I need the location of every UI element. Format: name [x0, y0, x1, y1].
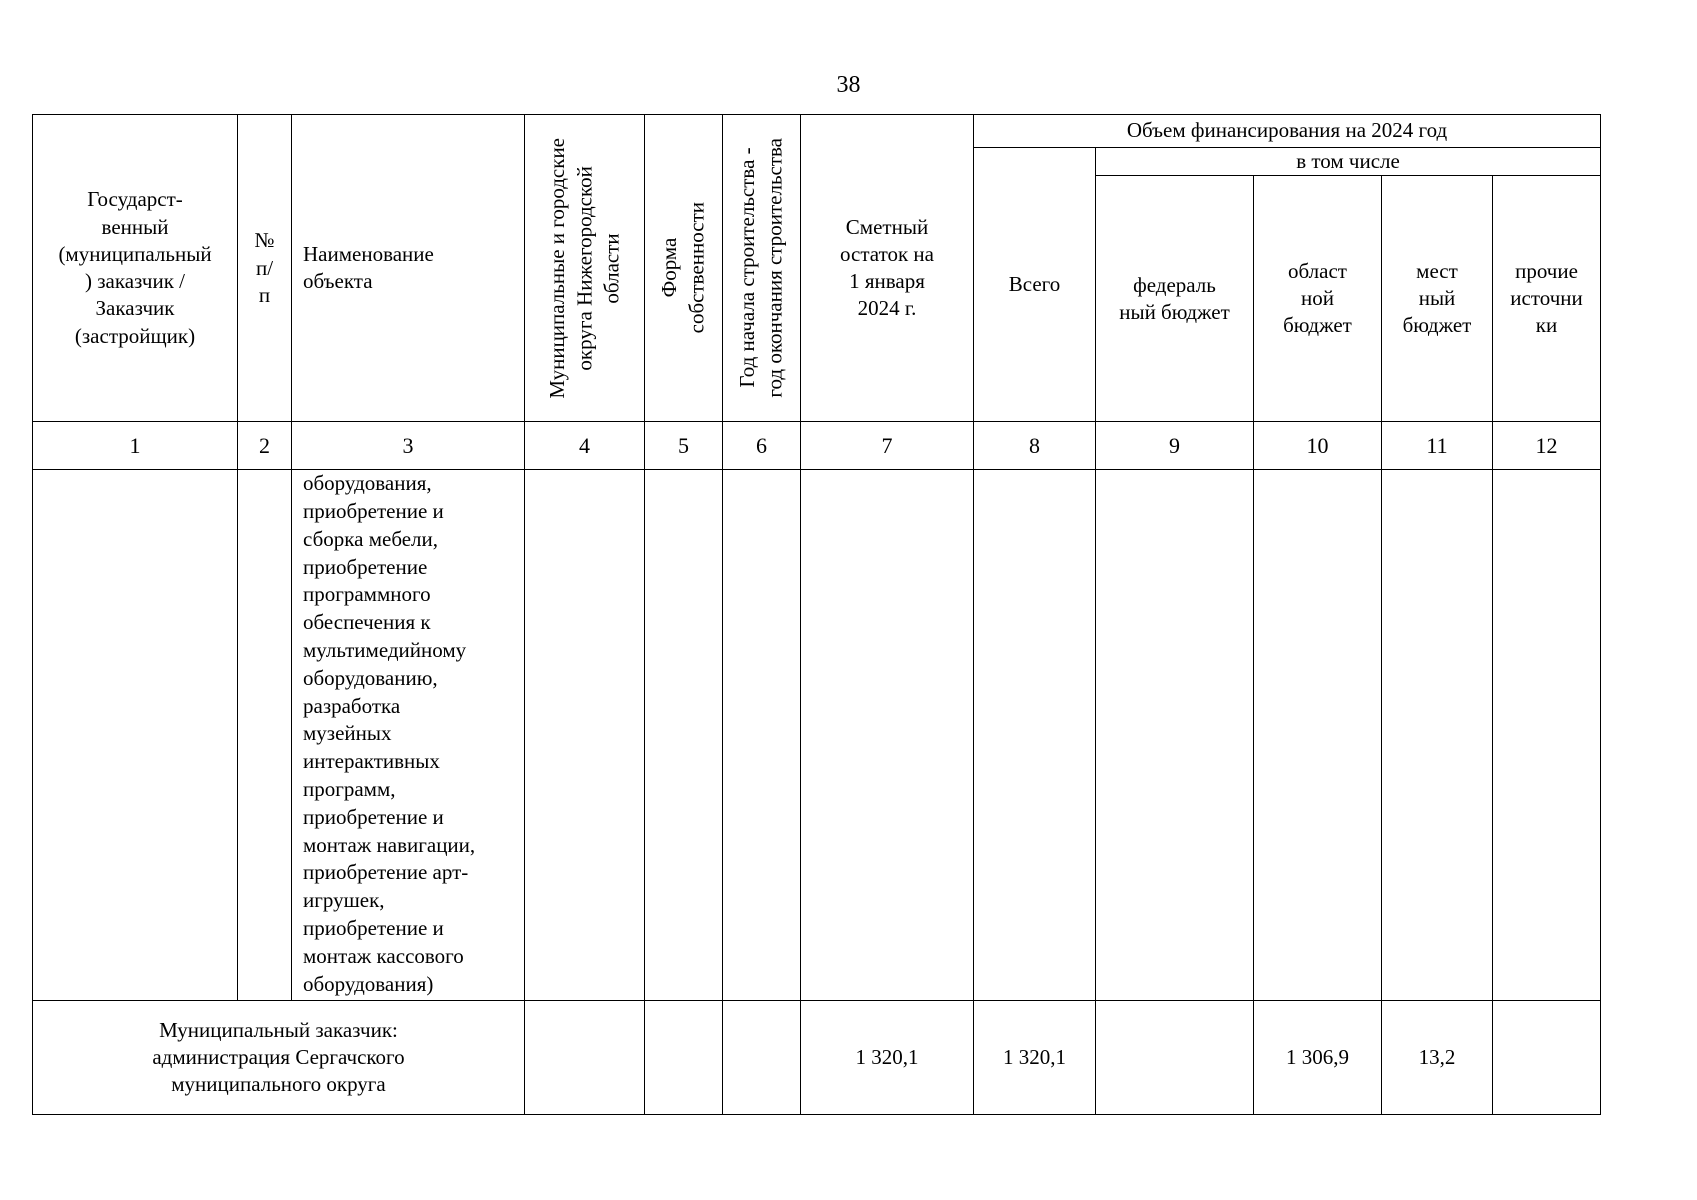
header-row-1 [33, 115, 1601, 148]
header-total: Всего [974, 148, 1096, 422]
empty-cell [1254, 470, 1382, 1001]
total-row [33, 1001, 1601, 1115]
header-other: прочие источни ки [1493, 176, 1601, 422]
header-ownership-cell [645, 115, 723, 422]
empty-cell [723, 1001, 801, 1115]
header-federal: федераль ный бюджет [1096, 176, 1254, 422]
page-number: 38 [836, 72, 861, 98]
total-regional: 1 306,9 [1254, 1001, 1382, 1115]
total-federal [1096, 1001, 1254, 1115]
empty-cell [1096, 470, 1254, 1001]
total-other [1493, 1001, 1601, 1115]
empty-cell [1382, 470, 1493, 1001]
header-municipalities-cell [525, 115, 645, 422]
column-number: 8 [974, 422, 1096, 470]
column-number: 6 [723, 422, 801, 470]
column-number-row [33, 422, 1601, 470]
header-estimate-balance: Сметный остаток на 1 января 2024 г. [801, 115, 974, 422]
object-description: оборудования, приобретение и сборка мебели, приобретение программного обеспечения к мультимедийному оборудованию, разработка музейных интерактивных программ, приобретение и монтаж навигации, приобретение арт- игрушек, приобретение и монтаж кассового оборудования) [292, 470, 525, 1001]
empty-cell [801, 470, 974, 1001]
header-object-name: Наименование объекта [292, 115, 525, 422]
column-number: 2 [238, 422, 292, 470]
header-local: мест ный бюджет [1382, 176, 1493, 422]
header-years-cell [723, 115, 801, 422]
empty-cell [974, 470, 1096, 1001]
column-number: 12 [1493, 422, 1601, 470]
header-including: в том числе [1096, 148, 1601, 176]
empty-cell [238, 470, 292, 1001]
header-ownership: Форма собственности [657, 202, 709, 334]
total-local: 13,2 [1382, 1001, 1493, 1115]
column-number: 3 [292, 422, 525, 470]
empty-cell [723, 470, 801, 1001]
total-estimate-balance: 1 320,1 [801, 1001, 974, 1115]
empty-cell [33, 470, 238, 1001]
column-number: 10 [1254, 422, 1382, 470]
header-regional: област ной бюджет [1254, 176, 1382, 422]
empty-cell [1493, 470, 1601, 1001]
header-num: № п/ п [238, 115, 292, 422]
header-financing-title: Объем финансирования на 2024 год [974, 115, 1601, 148]
total-row-label: Муниципальный заказчик: администрация Сергачского муниципального округа [33, 1001, 525, 1115]
column-number: 5 [645, 422, 723, 470]
column-number: 4 [525, 422, 645, 470]
header-years: Год начала строительства - год окончания строительства [735, 138, 787, 398]
column-number: 9 [1096, 422, 1254, 470]
column-number: 1 [33, 422, 238, 470]
column-number: 7 [801, 422, 974, 470]
empty-cell [525, 470, 645, 1001]
empty-cell [645, 470, 723, 1001]
empty-cell [525, 1001, 645, 1115]
column-number: 11 [1382, 422, 1493, 470]
total-amount: 1 320,1 [974, 1001, 1096, 1115]
object-row [33, 470, 1601, 1001]
empty-cell [645, 1001, 723, 1115]
header-customer: Государст- венный (муниципальный ) заказчик / Заказчик (застройщик) [33, 115, 238, 422]
financing-table [32, 114, 1601, 1115]
header-municipalities: Муниципальные и городские округа Нижегородской области [544, 137, 624, 399]
